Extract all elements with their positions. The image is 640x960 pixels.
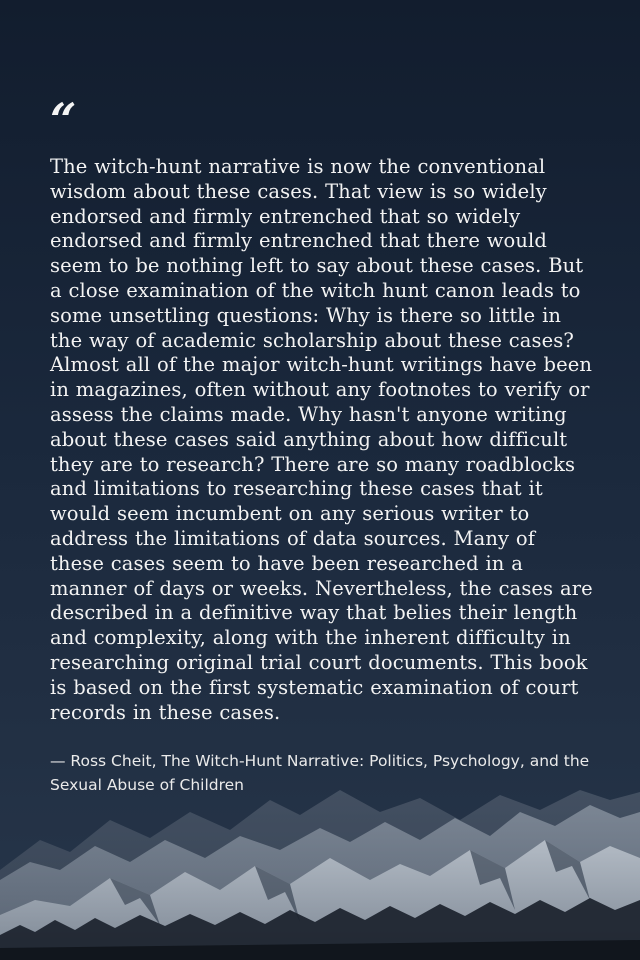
quote-card (50, 93, 595, 797)
quote-attribution: — Ross Cheit, The Witch-Hunt Narrative: Politics, Psychology, and the Sexual Abuse of Children (50, 752, 590, 795)
quote-text: The witch-hunt narrative is now the conventional wisdom about these cases. That view is so widely endorsed and firmly entrenched that so widely endorsed and firmly entrenched that there would seem to be nothing left to say about these cases. But a close examination of the witch hunt canon leads to some unsettling questions: Why is there so little in the way of academic scholarship about these cases? Almost all of the major witch-hunt writings have been in magazines, often without any footnotes to verify or assess the claims made. Why hasn't anyone writing about these cases said anything about how difficult they are to research? There are so many roadblocks and limitations to researching these cases that it would seem incumbent on any serious writer to address the limitations of data sources. Many of these cases seem to have been researched in a manner of days or weeks. Nevertheless, the cases are described in a definitive way that belies their length and complexity, along with the inherent difficulty in researching original trial court documents. This book is based on the first systematic examination of court records in these cases. (50, 155, 593, 724)
quote-mark-icon: “ (50, 93, 77, 147)
